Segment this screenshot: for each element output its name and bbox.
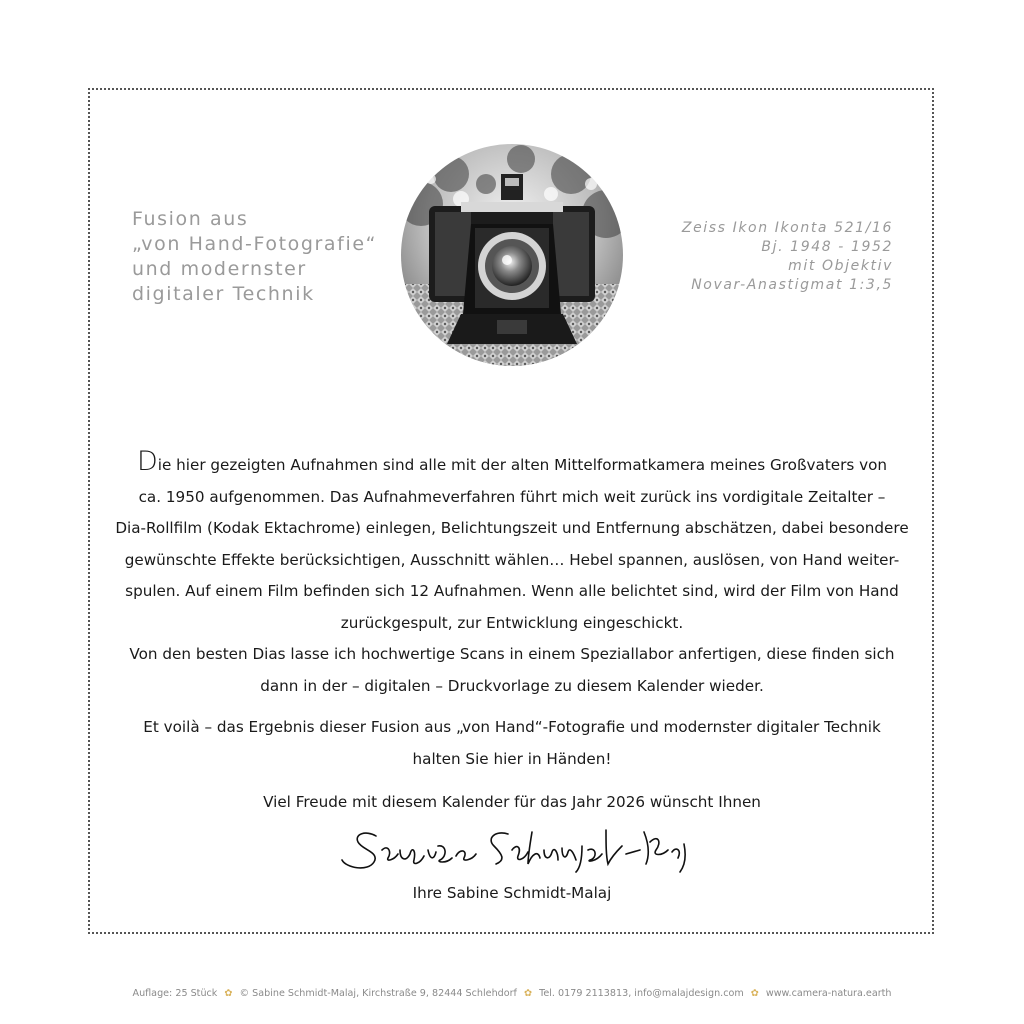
body-line: dann in der – digitalen – Druckvorlage zu diesem Kalender wieder. [260, 676, 764, 695]
body-line-text: ie hier gezeigten Aufnahmen sind alle mit der alten Mittelformatkamera meines Großvaters von [157, 456, 888, 474]
body-line [100, 446, 924, 482]
body-line: zurückgespult, zur Entwicklung eingeschickt. [340, 613, 684, 632]
footer-item: Tel. 0179 2113813, info@malajdesign.com [539, 988, 744, 999]
body-line: ca. 1950 aufgenommen. Das Aufnahmeverfahren führt mich weit zurück ins vordigitale Zeitalter – [138, 487, 886, 506]
sign-name: Ihre Sabine Schmidt-Malaj [412, 884, 612, 902]
body-line: halten Sie hier in Händen! [412, 749, 612, 768]
right-caption-line: Zeiss Ikon Ikonta 521/16 [681, 220, 893, 236]
left-caption-line: digitaler Technik [132, 283, 315, 305]
footer-item: Auflage: 25 Stück [132, 988, 218, 999]
right-caption-line: Bj. 1948 - 1952 [761, 239, 893, 255]
left-caption-line: „von Hand-Fotografie“ [132, 233, 378, 255]
body-line: Et voilà – das Ergebnis dieser Fusion aus „von Hand“-Fotografie und modernster digitaler Technik [143, 718, 881, 736]
flower-icon: ✿ [524, 988, 533, 999]
left-caption-line: Fusion aus [132, 208, 249, 230]
drop-cap: D [136, 446, 158, 477]
body-text [100, 446, 924, 775]
footer-item: www.camera-natura.earth [765, 988, 892, 999]
right-caption-line: Novar-Anastigmat 1:3,5 [691, 277, 893, 293]
left-caption [132, 207, 402, 307]
signature [336, 820, 696, 876]
closing-line: Viel Freude mit diesem Kalender für das Jahr 2026 wünscht Ihnen [263, 793, 761, 811]
left-caption-line: und modernster [132, 258, 307, 280]
right-caption [633, 219, 893, 295]
flower-icon: ✿ [224, 988, 233, 999]
body-line: gewünschte Effekte berücksichtigen, Ausschnitt wählen… Hebel spannen, auslösen, von Hand weiter- [124, 550, 900, 569]
body-line: spulen. Auf einem Film befinden sich 12 Aufnahmen. Wenn alle belichtet sind, wird der Film von Hand [125, 582, 899, 600]
camera-photo [401, 144, 623, 366]
right-caption-line: mit Objektiv [788, 258, 893, 274]
footer-item: © Sabine Schmidt-Malaj, Kirchstraße 9, 82444 Schlehdorf [239, 988, 517, 999]
body-line: Von den besten Dias lasse ich hochwertige Scans in einem Speziallabor anfertigen, diese finden sich [129, 645, 895, 663]
flower-icon: ✿ [750, 988, 759, 999]
body-line: Dia-Rollfilm (Kodak Ektachrome) einlegen, Belichtungszeit und Entfernung abschätzen, dabei besondere [115, 519, 909, 537]
footer [0, 988, 1024, 999]
